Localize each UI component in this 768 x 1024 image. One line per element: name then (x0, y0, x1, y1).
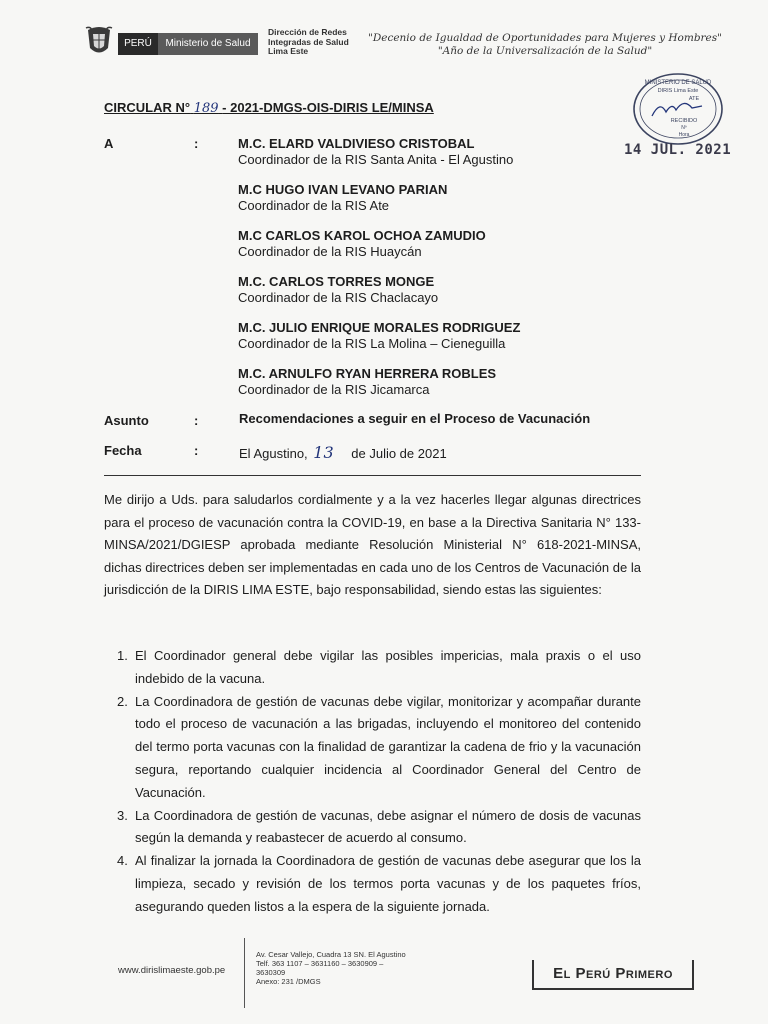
diris-line: Lima Este (268, 46, 309, 56)
date-colon: : (194, 443, 199, 458)
recipient-name: M.C. ARNULFO RYAN HERRERA ROBLES (238, 366, 497, 381)
reception-stamp (632, 72, 724, 146)
recipient-name: M.C HUGO IVAN LEVANO PARIAN (238, 182, 448, 197)
list-number: 4. (117, 853, 128, 869)
list-text: El Coordinador general debe vigilar las posibles impericias, mala praxis o el uso indebido de la vacuna. (135, 648, 641, 686)
stamp-text: RECIBIDO (670, 118, 698, 124)
circular-prefix: CIRCULAR N° (104, 100, 191, 115)
brand-text: El Perú Primero (553, 965, 673, 982)
to-label: A (104, 136, 114, 151)
recipient-name: M.C. ELARD VALDIVIESO CRISTOBAL (238, 136, 475, 151)
circular-handwritten-number: 189 (193, 101, 219, 116)
recipient-name: M.C CARLOS KAROL OCHOA ZAMUDIO (238, 228, 486, 243)
stamp-date: 14 JUL. 2021 (624, 142, 732, 158)
to-colon: : (194, 136, 199, 151)
intro-paragraph: Me dirijo a Uds. para saludarlos cordialmente y a la vez hacerles llegar algunas directrices para el proceso de vacunación contra la COVID-19, en base a la Directiva Sanitaria N° 133-MINSA/2021/DGIESP aprobada mediante Resolución Ministerial N° 618-2021-MINSA, dichas directrices deben ser implementadas en cada uno de los Centros de Vacunación de la jurisdicción de la DIRIS LIMA ESTE, bajo responsabilidad, siendo estas las siguientes: (104, 492, 641, 598)
recipient-role: Coordinador de la RIS La Molina – Cieneguilla (238, 336, 506, 351)
footer-divider (244, 938, 245, 1008)
recipient-role: Coordinador de la RIS Chaclacayo (238, 290, 439, 305)
recipient-role: Coordinador de la RIS Ate (238, 198, 390, 213)
year-line: "Año de la Universalización de la Salud" (437, 45, 653, 57)
date-value (239, 443, 447, 462)
recipient-name: M.C. CARLOS TORRES MONGE (238, 274, 435, 289)
list-item (104, 850, 641, 918)
recipient-role: Coordinador de la RIS Santa Anita - El Agustino (238, 152, 514, 167)
subject-colon: : (194, 413, 199, 428)
address-line: Telf. 363 1107 – 3631160 – 3630909 – 3630309 (256, 959, 384, 977)
diris-line: Integradas de Salud (268, 36, 349, 47)
date-label: Fecha (104, 443, 142, 458)
brand-slogan (532, 960, 694, 990)
circular-suffix: - 2021-DMGS-OIS-DIRIS LE/MINSA (222, 100, 434, 115)
list-number: 2. (117, 693, 128, 709)
list-text: La Coordinadora de gestión de vacunas debe vigilar, monitorizar y acompañar durante todo el proceso de vacunación a las brigadas, incluyendo el monitoreo del contenido del termo porta vacunas con la finalidad de garantizar la cadena de frio y la vacunación segura, reportando cualquier incidencia al Coordinador General del Centro de Vacunación. (135, 693, 641, 800)
decade-slogan (360, 32, 730, 58)
footer-address (256, 950, 406, 986)
subject-value: Recomendaciones a seguir en el Proceso de Vacunación (239, 411, 591, 426)
peru-label: PERÚ (118, 33, 158, 55)
ministry-label: Ministerio de Salud (158, 33, 258, 55)
address-line: Av. Cesar Vallejo, Cuadra 13 SN. El Agustino (256, 950, 406, 959)
list-item (104, 645, 641, 691)
stamp-text: Nº (681, 125, 687, 131)
date-month-year: de Julio de 2021 (351, 446, 447, 461)
divider (104, 475, 641, 476)
list-number: 1. (117, 648, 128, 663)
stamp-text: Hora (678, 132, 690, 138)
date-handwritten-day: 13 (313, 443, 334, 462)
website-link[interactable]: www.dirislimaeste.gob.pe (118, 965, 226, 976)
stamp-text: ATE (688, 96, 700, 102)
list-number: 3. (117, 807, 128, 823)
diris-label (268, 28, 358, 57)
circular-number-line (104, 100, 434, 116)
peru-coat-of-arms-icon (84, 24, 114, 58)
recipient-role: Coordinador de la RIS Huaycán (238, 244, 422, 259)
list-item (104, 805, 641, 851)
list-item (104, 691, 641, 805)
subject-label: Asunto (104, 413, 149, 428)
recipient-role: Coordinador de la RIS Jicamarca (238, 382, 430, 397)
stamp-text: MINISTERIO DE SALUD (644, 80, 712, 86)
stamp-text: DIRIS Lima Este (657, 88, 699, 94)
address-line: Anexo: 231 /DMGS (256, 977, 321, 986)
list-text: La Coordinadora de gestión de vacunas, debe asignar el número de dosis de vacunas según la demanda y reabastecer de acuerdo al consumo. (135, 807, 641, 846)
signature-mark (652, 103, 702, 116)
date-place: El Agustino, (239, 446, 308, 461)
list-text: Al finalizar la jornada la Coordinadora de gestión de vacunas debe asegurar que los la limpieza, secado y revisión de los termos porta vacunas y de los paquetes fríos, asegurando queden listos a la espera de la siguiente jornada. (135, 853, 641, 914)
diris-line: Dirección de Redes (268, 27, 347, 37)
recipient-name: M.C. JULIO ENRIQUE MORALES RODRIGUEZ (238, 320, 521, 335)
directives-list (104, 645, 641, 919)
decenio-line: "Decenio de Igualdad de Oportunidades para Mujeres y Hombres" (367, 32, 722, 44)
